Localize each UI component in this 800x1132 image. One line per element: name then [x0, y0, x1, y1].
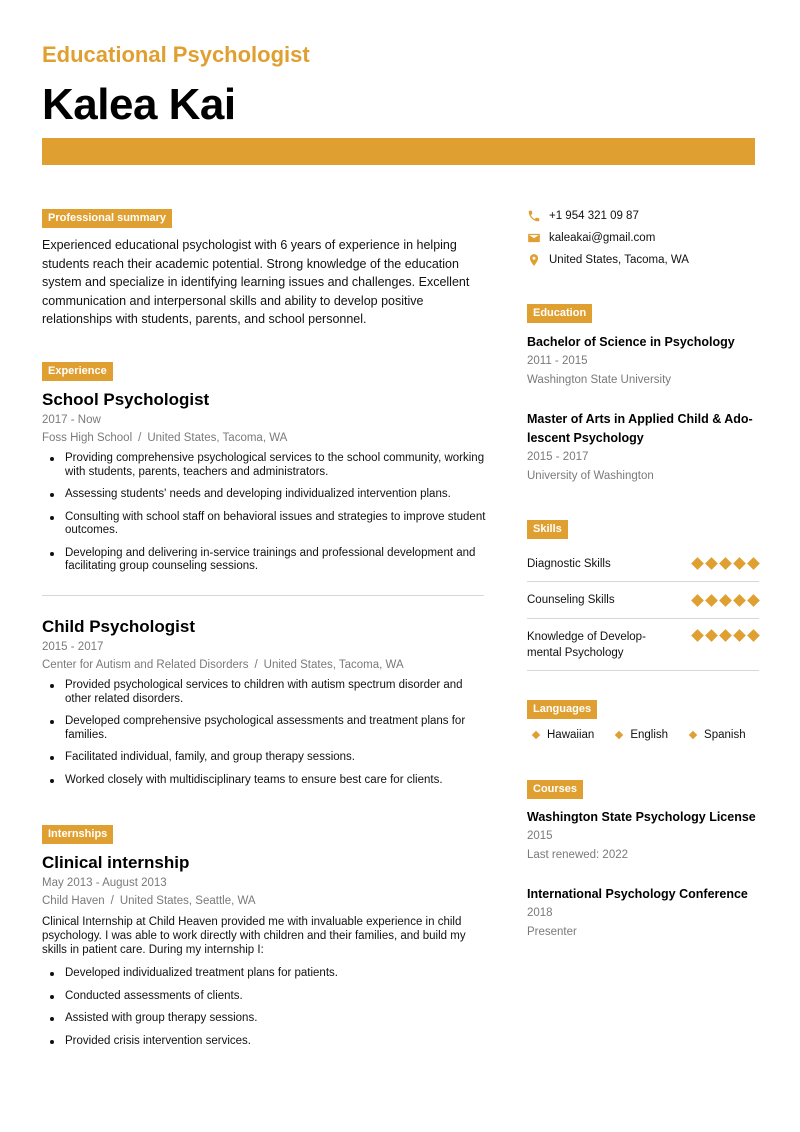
education-entry	[527, 333, 759, 390]
contact-email[interactable]	[527, 227, 759, 249]
job-dates: 2015 - 2017	[42, 641, 104, 653]
summary-text: Experienced educational psychologist with 6 years of experience in helping students reach their academic potential. Strong knowledge of the education system and specialize in identifying learning issues and challenges. Excellent communication and interpersonal skills and ability to develop positive relationships with students, parents, and school personnel.	[42, 238, 470, 326]
job-location: United States, Tacoma, WA	[263, 659, 404, 671]
course-title: Washington State Psychology License	[527, 810, 756, 824]
language-name: English	[630, 729, 669, 741]
job-org: Center for Autism and Related Disorders	[42, 659, 249, 671]
skill-name-line2: mental Psychology	[527, 646, 624, 659]
education-entry	[527, 410, 759, 486]
list-item: Developed comprehensive psychological assessments and treatment plans for families.	[42, 715, 486, 742]
degree-title: Bachelor of Science in Psychology	[527, 335, 735, 349]
location-pin-icon	[527, 253, 541, 267]
skill-level-diamond-icon	[719, 557, 732, 570]
job-org-location: Foss High School / United States, Tacoma, WA	[42, 432, 288, 444]
skill-level-diamond-icon	[691, 629, 704, 642]
job-location: United States, Tacoma, WA	[147, 432, 288, 444]
skill-level-diamond-icon	[733, 594, 746, 607]
skill-row	[527, 546, 759, 582]
diamond-bullet-icon	[689, 731, 697, 739]
internship-title: Clinical internship	[42, 853, 190, 872]
languages-heading: Languages	[527, 700, 597, 719]
job-org-location: Center for Autism and Related Disorders / United States, Tacoma, WA	[42, 659, 404, 671]
skill-level-diamond-icon	[733, 557, 746, 570]
degree-school: Washington State University	[527, 374, 672, 386]
list-item: Assessing students' needs and developing individualized intervention plans.	[42, 488, 486, 502]
list-item: Conducted assessments of clients.	[42, 990, 486, 1004]
job-entry	[42, 390, 486, 583]
skill-rating	[692, 631, 759, 640]
language-item	[684, 729, 746, 741]
skill-level-diamond-icon	[747, 629, 760, 642]
skill-level-diamond-icon	[719, 629, 732, 642]
skill-row	[527, 619, 759, 671]
experience-section	[42, 361, 486, 381]
skill-level-diamond-icon	[747, 557, 760, 570]
skill-rating	[692, 559, 759, 568]
internship-org-location: Child Haven / United States, Seattle, WA	[42, 895, 256, 907]
skill-level-diamond-icon	[719, 594, 732, 607]
list-item: Facilitated individual, family, and group therapy sessions.	[42, 751, 486, 765]
job-entry	[42, 617, 486, 796]
skill-rating	[692, 596, 759, 605]
header-accent-bar	[42, 138, 755, 165]
job-dates: 2017 - Now	[42, 414, 101, 426]
language-item	[610, 729, 668, 741]
job-org: Foss High School	[42, 432, 133, 444]
diamond-bullet-icon	[532, 731, 540, 739]
skill-name: Diagnostic Skills	[527, 557, 611, 570]
experience-heading: Experience	[42, 362, 113, 381]
degree-title-line1: Master of Arts in Applied Child & Ado-	[527, 412, 753, 426]
phone-text: +1 954 321 09 87	[549, 210, 639, 222]
list-item: Providing comprehensive psychological services to the school community, working with students, parents, teachers and administrators.	[42, 452, 486, 479]
skill-level-diamond-icon	[733, 629, 746, 642]
list-item: Developing and delivering in-service trainings and professional development and facilitating group counseling sessions.	[42, 547, 486, 574]
language-item	[527, 729, 594, 741]
job-bullets	[42, 452, 486, 574]
section-divider	[42, 595, 484, 596]
course-year: 2015	[527, 830, 553, 842]
skill-level-diamond-icon	[747, 594, 760, 607]
contact-location	[527, 249, 759, 271]
internship-dates: May 2013 - August 2013	[42, 877, 167, 889]
degree-title-line2: lescent Psychology	[527, 431, 644, 445]
contact-phone[interactable]	[527, 205, 759, 227]
course-title: International Psychology Conference	[527, 887, 748, 901]
list-item: Consulting with school staff on behavioral issues and strategies to improve student outcomes.	[42, 511, 486, 538]
education-heading: Education	[527, 304, 592, 323]
course-note: Presenter	[527, 926, 577, 938]
degree-dates: 2015 - 2017	[527, 451, 589, 463]
internships-section	[42, 824, 486, 844]
skills-heading: Skills	[527, 520, 568, 539]
email-text: kaleakai@gmail.com	[549, 232, 656, 244]
contact-section	[527, 205, 759, 271]
diamond-bullet-icon	[615, 731, 623, 739]
education-section	[527, 303, 759, 486]
list-item: Developed individualized treatment plans for patients.	[42, 967, 486, 981]
summary-heading: Professional summary	[42, 209, 172, 228]
course-note: Last renewed: 2022	[527, 849, 629, 861]
degree-dates: 2011 - 2015	[527, 355, 588, 367]
courses-heading: Courses	[527, 780, 583, 799]
course-entry	[527, 885, 759, 942]
degree-school: University of Washington	[527, 470, 654, 482]
location-text: United States, Tacoma, WA	[549, 254, 689, 266]
summary-section	[42, 208, 486, 329]
internships-heading: Internships	[42, 825, 113, 844]
skill-level-diamond-icon	[705, 594, 718, 607]
skill-name: Counseling Skills	[527, 594, 615, 606]
course-entry	[527, 808, 759, 865]
language-name: Spanish	[704, 729, 746, 741]
internship-entry	[42, 853, 486, 1057]
skill-level-diamond-icon	[691, 557, 704, 570]
skills-section	[527, 519, 759, 671]
job-bullets	[42, 679, 486, 787]
list-item: Provided crisis intervention services.	[42, 1035, 486, 1049]
internship-location: United States, Seattle, WA	[119, 895, 256, 907]
skill-name	[527, 629, 646, 661]
skill-row	[527, 582, 759, 619]
job-title: Child Psychologist	[42, 617, 196, 636]
languages-list	[527, 729, 759, 741]
skill-level-diamond-icon	[691, 594, 704, 607]
languages-section	[527, 699, 759, 741]
language-name: Hawaiian	[547, 729, 595, 741]
internship-description: Clinical Internship at Child Heaven provided me with invaluable experience in child psychology. I was able to work directly with children and their families, and build my skills in patient care. During my internship I:	[42, 916, 466, 956]
internship-org: Child Haven	[42, 895, 105, 907]
candidate-name: Kalea Kai	[42, 80, 236, 129]
courses-section	[527, 779, 759, 942]
list-item: Assisted with group therapy sessions.	[42, 1012, 486, 1026]
mail-icon	[527, 231, 541, 245]
phone-icon	[527, 209, 541, 223]
internship-bullets	[42, 967, 486, 1048]
course-year: 2018	[527, 907, 553, 919]
skill-level-diamond-icon	[705, 557, 718, 570]
skill-level-diamond-icon	[705, 629, 718, 642]
list-item: Provided psychological services to children with autism spectrum disorder and other related disorders.	[42, 679, 486, 706]
list-item: Worked closely with multidisciplinary teams to ensure best care for clients.	[42, 774, 486, 788]
job-role-title: Educational Psychologist	[42, 42, 310, 67]
skill-name-line1: Knowledge of Develop-	[527, 630, 646, 643]
job-title: School Psychologist	[42, 390, 210, 409]
